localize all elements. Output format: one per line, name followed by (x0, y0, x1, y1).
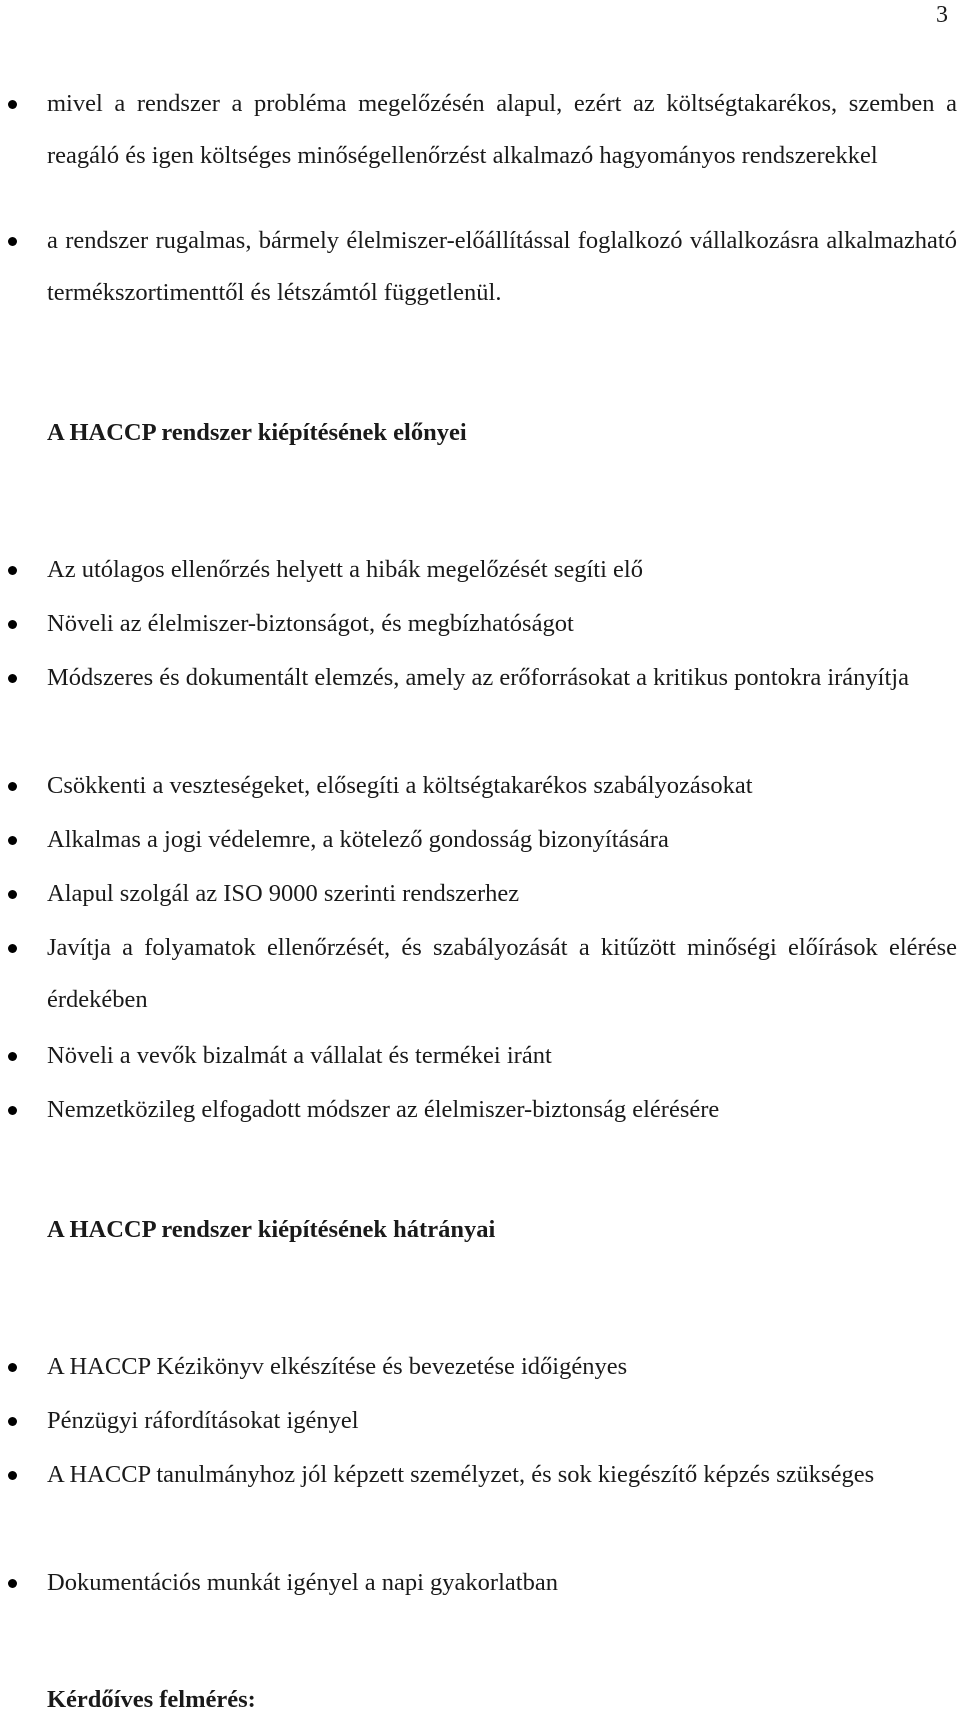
bullet-icon (8, 1471, 17, 1480)
list-item (47, 868, 957, 920)
list-item (47, 1395, 957, 1447)
list-item (47, 1341, 957, 1393)
survey-heading: Kérdőíves felmérés: (47, 1686, 256, 1713)
list-item-text: Dokumentációs munkát igényel a napi gyakorlatban (47, 1569, 558, 1596)
bullet-icon (8, 1106, 17, 1115)
list-item (47, 544, 957, 596)
bullet-icon (8, 890, 17, 899)
bullet-icon (8, 1579, 17, 1588)
list-item-text: Javítja a folyamatok ellenőrzését, és szabályozását a kitűzött minőségi előírások elérése érdekében (47, 934, 957, 1013)
list-item-text: Növeli az élelmiszer-biztonságot, és megbízhatóságot (47, 610, 574, 637)
list-item (47, 1084, 957, 1136)
list-item (47, 215, 957, 319)
bullet-icon (8, 944, 17, 953)
list-item-text: mivel a rendszer a probléma megelőzésén alapul, ezért az költségtakarékos, szemben a reagáló és igen költséges minőségellenőrzést alkalmazó hagyományos rendszerekkel (47, 90, 957, 169)
list-item-text: Módszeres és dokumentált elemzés, amely az erőforrásokat a kritikus pontokra irányítja (47, 664, 909, 691)
list-item (47, 652, 957, 704)
list-item (47, 1557, 957, 1609)
list-item (47, 760, 957, 812)
bullet-icon (8, 836, 17, 845)
bullet-icon (8, 566, 17, 575)
list-item (47, 598, 957, 650)
bullet-icon (8, 100, 17, 109)
bullet-icon (8, 1417, 17, 1426)
list-item-text: A HACCP tanulmányhoz jól képzett személyzet, és sok kiegészítő képzés szükséges (47, 1461, 875, 1488)
list-item-text: Alkalmas a jogi védelemre, a kötelező gondosság bizonyítására (47, 826, 669, 853)
list-item (47, 814, 957, 866)
bullet-icon (8, 620, 17, 629)
list-item-text: a rendszer rugalmas, bármely élelmiszer-előállítással foglalkozó vállalkozásra alkalmazható termékszortimenttől és létszámtól függetlenül. (47, 227, 957, 306)
list-item (47, 922, 957, 1026)
bullet-icon (8, 237, 17, 246)
bullet-icon (8, 1363, 17, 1372)
list-item-text: Növeli a vevők bizalmát a vállalat és termékei iránt (47, 1042, 552, 1069)
list-item-text: Pénzügyi ráfordításokat igényel (47, 1407, 359, 1434)
list-item-text: Az utólagos ellenőrzés helyett a hibák megelőzését segíti elő (47, 556, 643, 583)
list-item-text: A HACCP Kézikönyv elkészítése és bevezetése időigényes (47, 1353, 628, 1380)
list-item (47, 1030, 957, 1082)
bullet-icon (8, 674, 17, 683)
bullet-icon (8, 782, 17, 791)
list-item-text: Nemzetközileg elfogadott módszer az élelmiszer-biztonság elérésére (47, 1096, 720, 1123)
disadvantages-heading: A HACCP rendszer kiépítésének hátrányai (47, 1216, 496, 1243)
list-item-text: Csökkenti a veszteségeket, elősegíti a költségtakarékos szabályozásokat (47, 772, 753, 799)
list-item (47, 78, 957, 182)
list-item (47, 1449, 957, 1501)
list-item-text: Alapul szolgál az ISO 9000 szerinti rendszerhez (47, 880, 520, 907)
advantages-heading: A HACCP rendszer kiépítésének előnyei (47, 419, 467, 446)
bullet-icon (8, 1052, 17, 1061)
page-number: 3 (936, 2, 948, 28)
